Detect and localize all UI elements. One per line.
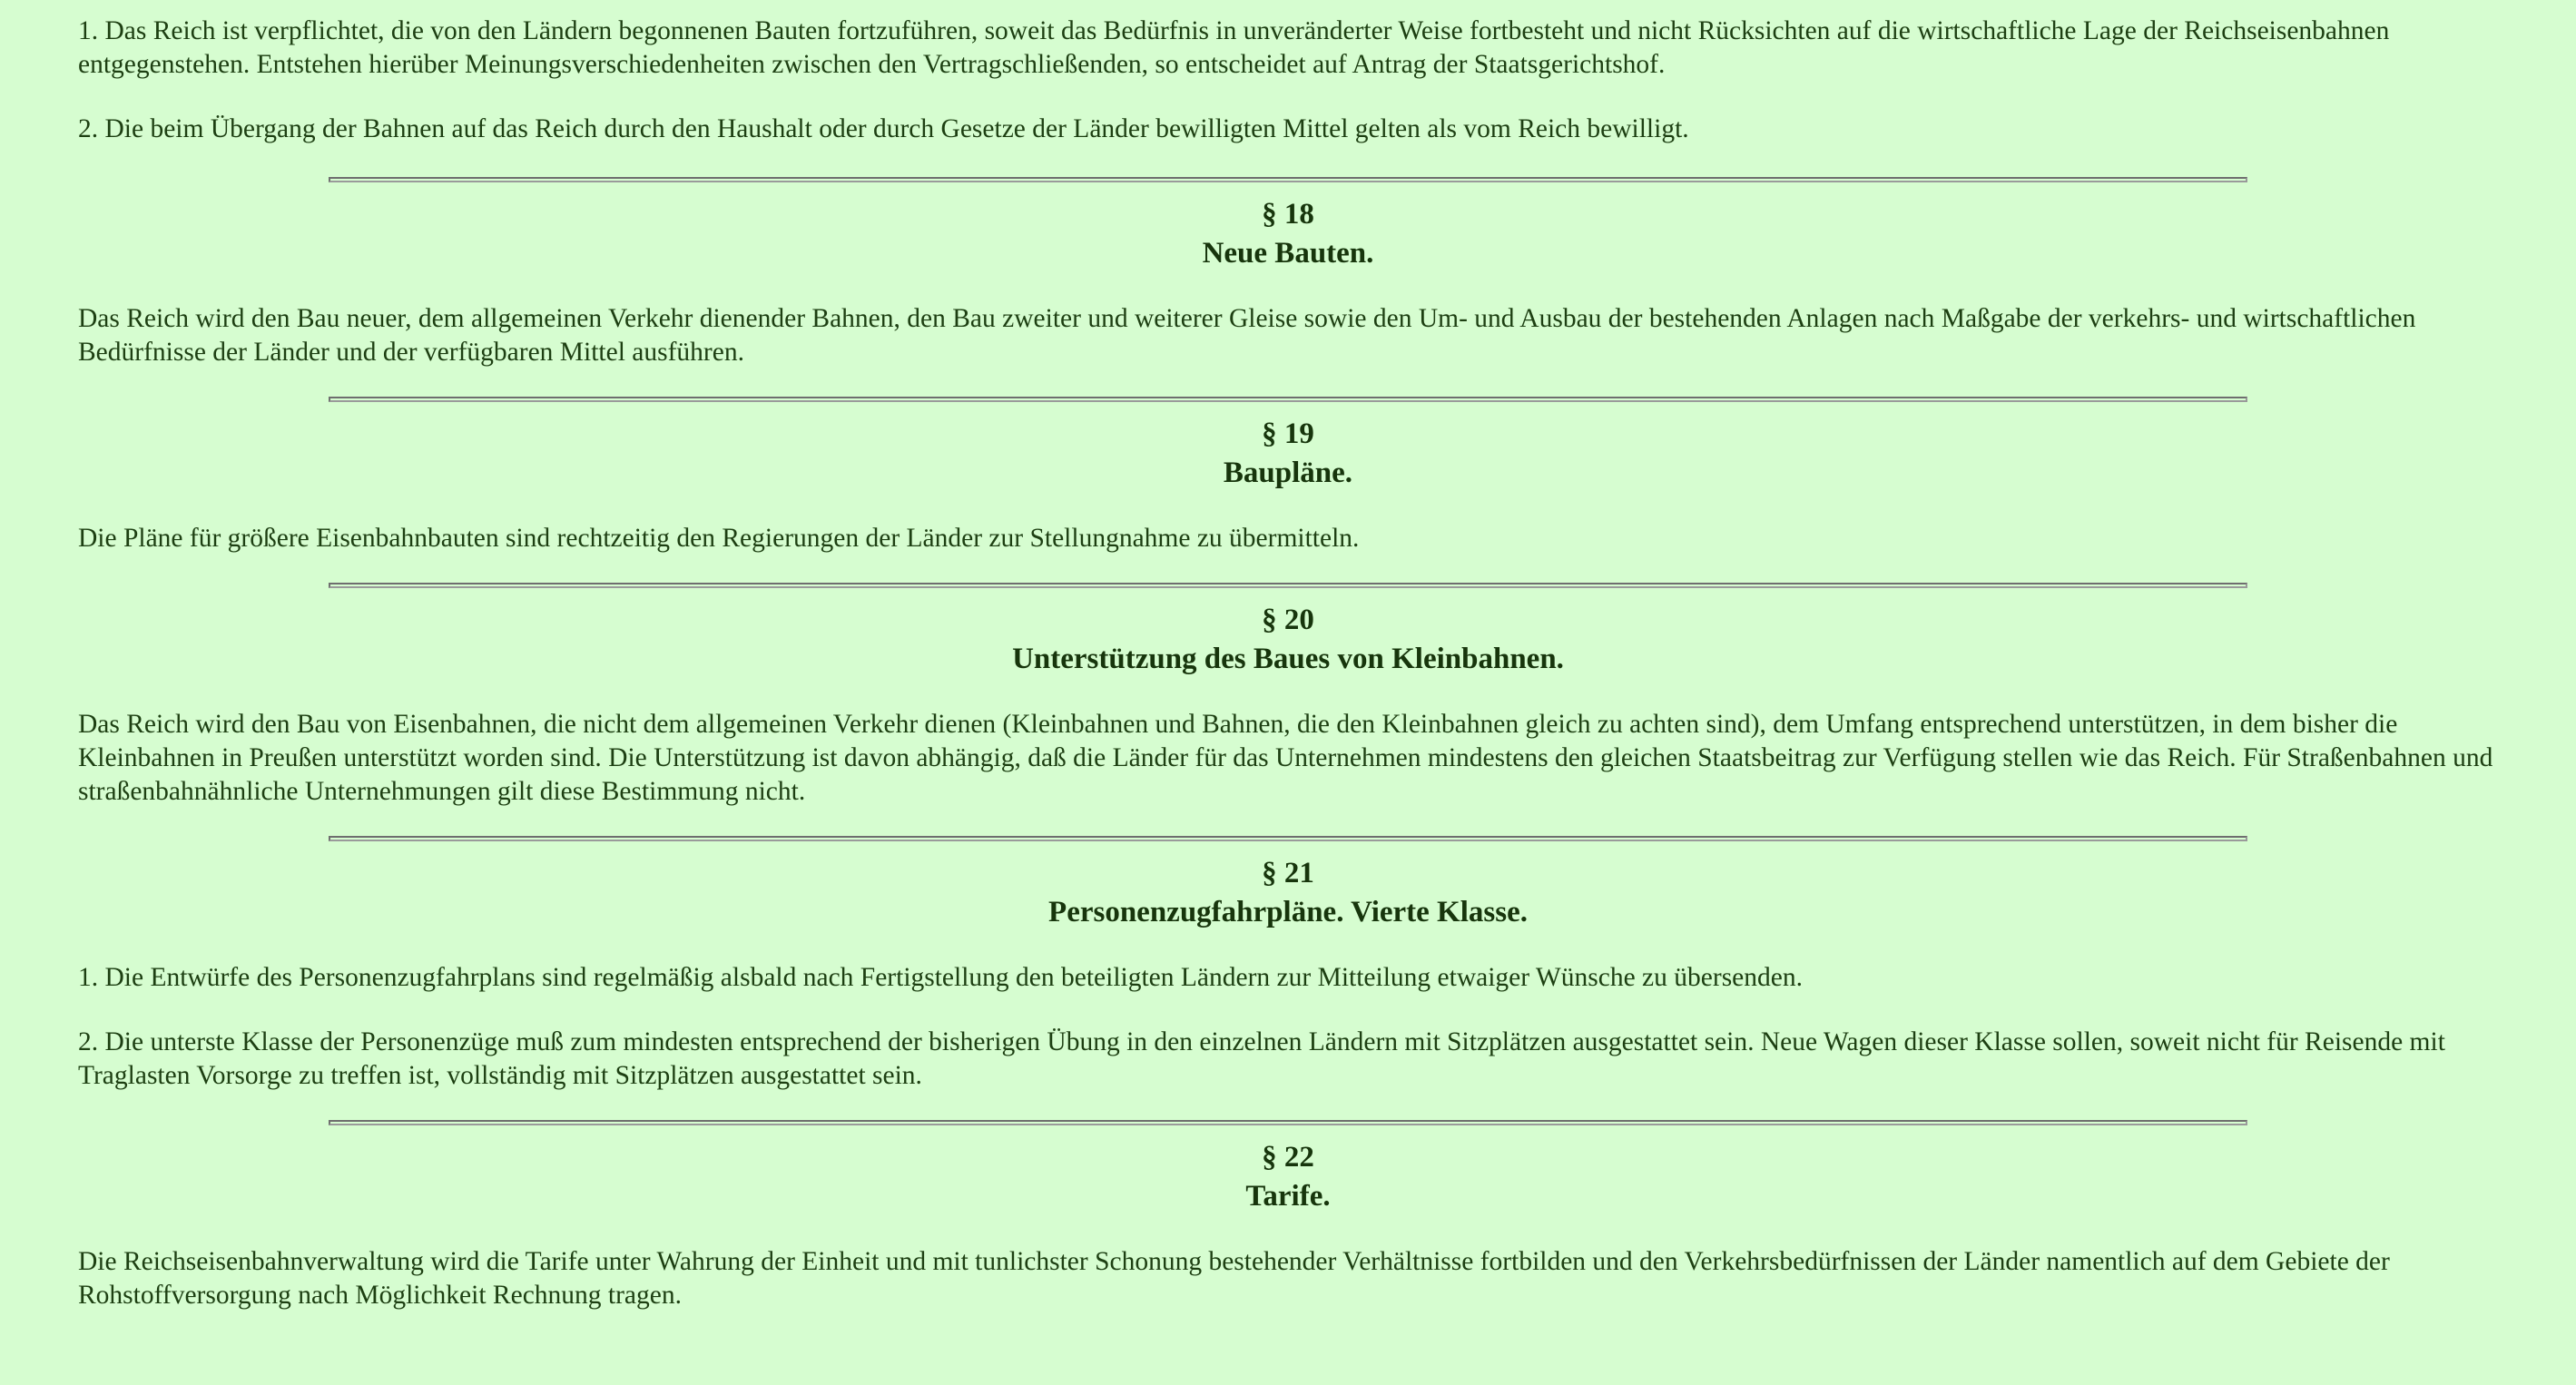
intro-paragraphs: [78, 15, 2498, 146]
paragraph: 1. Die Entwürfe des Personenzugfahrplans sind regelmäßig alsbald nach Fertigstellung den beteiligten Ländern zur Mitteilung etwaiger Wünsche zu übersenden.: [78, 963, 1803, 992]
section-18: [78, 177, 2498, 369]
section-heading: [78, 854, 2498, 932]
paragraph: 2. Die unterste Klasse der Personenzüge muß zum mindesten entsprechend der bisherigen Übung in den einzelnen Ländern mit Sitzplätzen ausgestattet sein. Neue Wagen dieser Klasse sollen, soweit nicht für Reisende mit Traglasten Vorsorge zu treffen ist, vollständig mit Sitzplätzen ausgestattet sein.: [78, 1027, 2445, 1090]
section-number: § 22: [1262, 1141, 1314, 1174]
paragraph: Das Reich wird den Bau neuer, dem allgemeinen Verkehr dienender Bahnen, den Bau zweiter und weiterer Gleise sowie den Um- und Ausbau der bestehenden Anlagen nach Maßgabe der verkehrs- und wirtschaftlichen Bedürfnisse der Länder und der verfügbaren Mittel ausführen.: [78, 304, 2416, 367]
horizontal-rule: [329, 836, 2247, 841]
paragraph: Die Reichseisenbahnverwaltung wird die Tarife unter Wahrung der Einheit und mit tunlichster Schonung bestehender Verhältnisse fortbilden und den Verkehrsbedürfnissen der Länder namentlich auf dem Gebiete der Rohstoffversorgung nach Möglichkeit Rechnung tragen.: [78, 1247, 2390, 1310]
section-number: § 18: [1262, 198, 1314, 231]
section-21: [78, 836, 2498, 1093]
section-heading: [78, 195, 2498, 273]
section-title: Neue Bauten.: [1202, 237, 1374, 270]
section-title: Tarife.: [1245, 1180, 1331, 1213]
section-title: Unterstützung des Baues von Kleinbahnen.: [1012, 643, 1564, 675]
horizontal-rule: [329, 1120, 2247, 1125]
section-19: [78, 397, 2498, 555]
horizontal-rule: [329, 397, 2247, 402]
section-number: § 19: [1262, 417, 1314, 450]
section-22: [78, 1120, 2498, 1312]
horizontal-rule: [329, 583, 2247, 588]
section-heading: [78, 1138, 2498, 1216]
section-title: Personenzugfahrpläne. Vierte Klasse.: [1048, 896, 1528, 928]
section-title: Baupläne.: [1223, 457, 1353, 489]
paragraph: Die Pläne für größere Eisenbahnbauten sind rechtzeitig den Regierungen der Länder zur Stellungnahme zu übermitteln.: [78, 524, 1360, 553]
horizontal-rule: [329, 177, 2247, 182]
paragraph: Das Reich wird den Bau von Eisenbahnen, die nicht dem allgemeinen Verkehr dienen (Kleinbahnen und Bahnen, die den Kleinbahnen gleich zu achten sind), dem Umfang entsprechend unterstützen, in dem bisher die Kleinbahnen in Preußen unterstützt worden sind. Die Unterstützung ist davon abhängig, daß die Länder für das Unternehmen mindestens den gleichen Staatsbeitrag zur Verfügung stellen wie das Reich. Für Straßenbahnen und straßenbahnähnliche Unternehmungen gilt diese Bestimmung nicht.: [78, 710, 2493, 806]
section-number: § 20: [1262, 604, 1314, 636]
paragraph: 2. Die beim Übergang der Bahnen auf das Reich durch den Haushalt oder durch Gesetze der Länder bewilligten Mittel gelten als vom Reich bewilligt.: [78, 114, 1689, 143]
section-heading: [78, 601, 2498, 679]
paragraph: 1. Das Reich ist verpflichtet, die von den Ländern begonnenen Bauten fortzuführen, soweit das Bedürfnis in unveränderter Weise fortbesteht und nicht Rücksichten auf die wirtschaftliche Lage der Reichseisenbahnen entgegenstehen. Entstehen hierüber Meinungsverschiedenheiten zwischen den Vertragschließenden, so entscheidet auf Antrag der Staatsgerichtshof.: [78, 16, 2390, 79]
section-number: § 21: [1262, 857, 1314, 889]
section-heading: [78, 415, 2498, 493]
section-20: [78, 583, 2498, 809]
